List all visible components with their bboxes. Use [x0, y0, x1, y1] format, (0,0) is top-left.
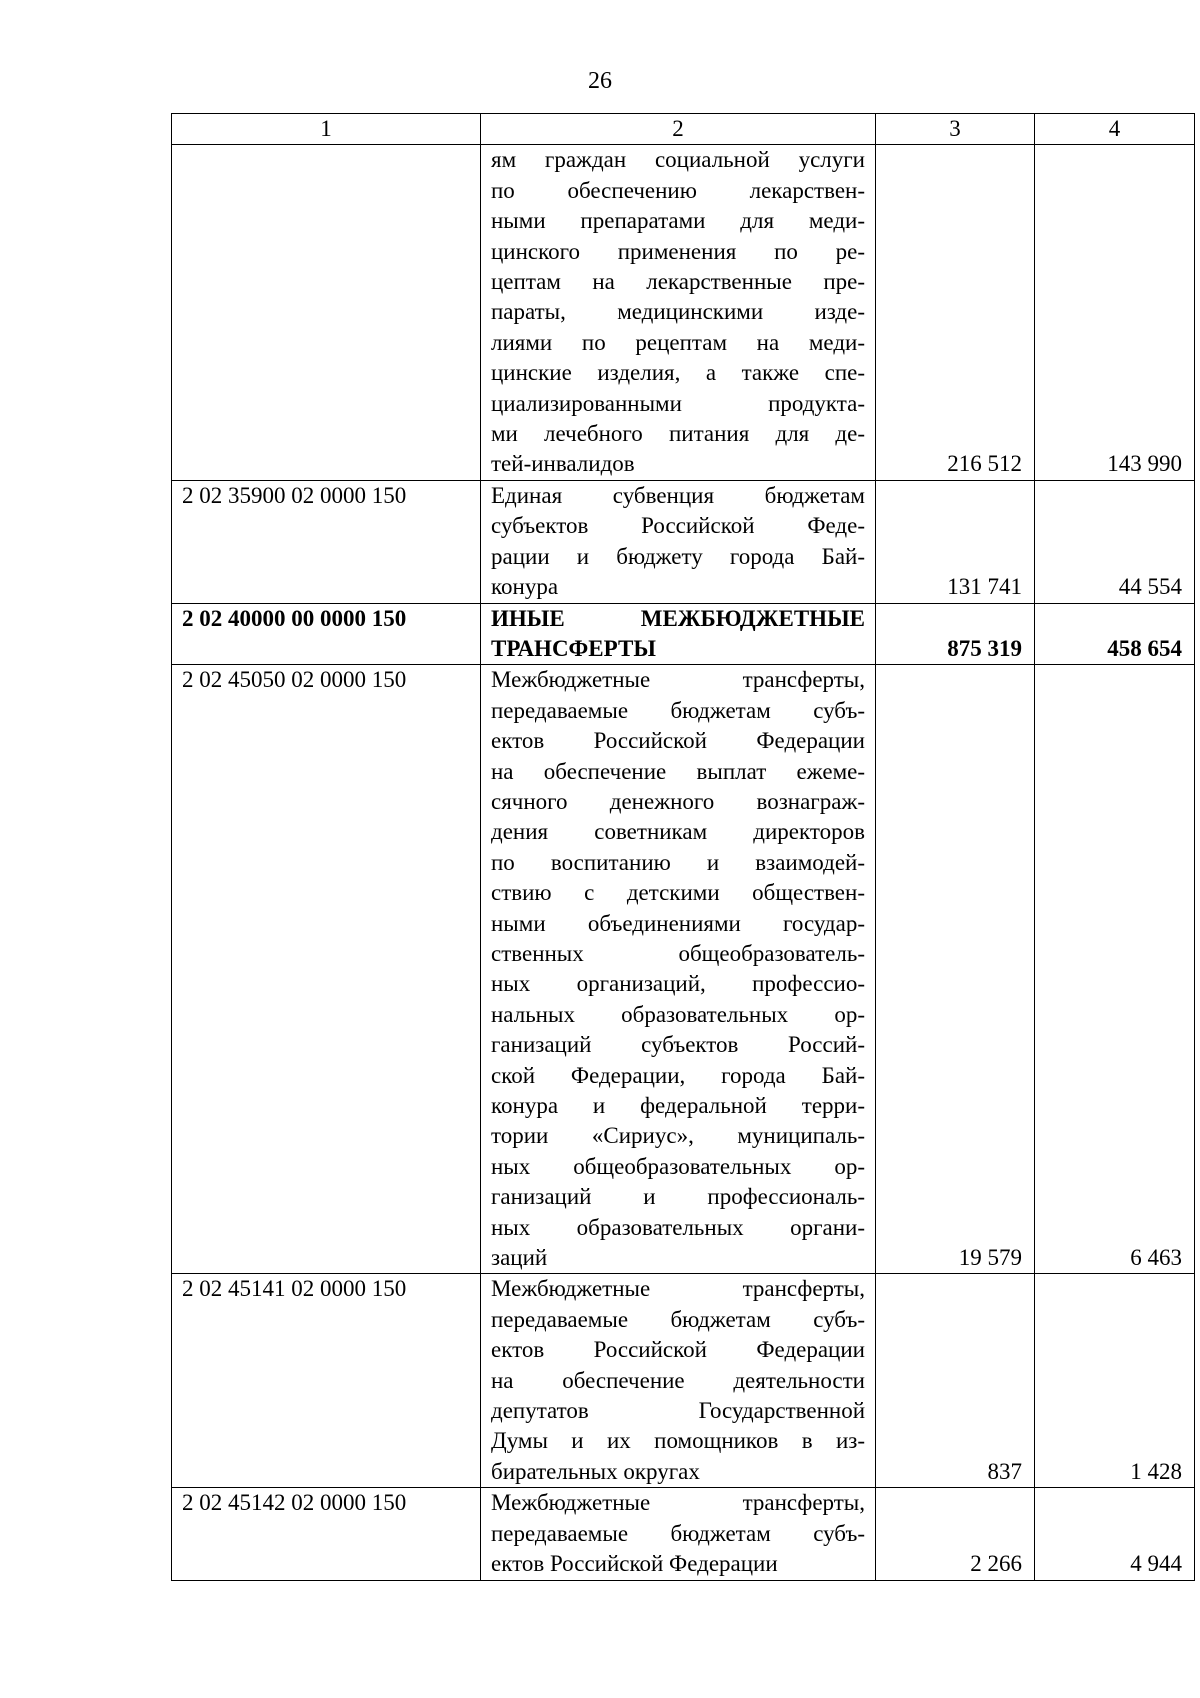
header-col-3: 3: [876, 114, 1035, 145]
amount-col-3-cell: 19 579: [876, 665, 1035, 1274]
description-line: ных образовательных органи-: [491, 1214, 865, 1240]
description-line: ТРАНСФЕРТЫ: [491, 635, 656, 661]
description-line: передаваемые бюджетам субъ-: [491, 697, 865, 723]
table-header-row: [172, 114, 1195, 145]
table-row: [172, 480, 1195, 603]
description-line: конура: [491, 574, 559, 600]
description-line: заций: [491, 1245, 548, 1271]
description-line: ектов Российской Федерации: [491, 1337, 865, 1363]
description-cell: [481, 145, 876, 480]
description-line: ИНЫЕ МЕЖБЮДЖЕТНЫЕ: [491, 605, 865, 631]
table-row: [172, 145, 1195, 480]
description-line: цинские изделия, а также спе-: [491, 360, 865, 386]
description-line: ганизаций субъектов Россий-: [491, 1032, 865, 1058]
description-line: Думы и их помощников в из-: [491, 1428, 865, 1454]
description-line: на обеспечение деятельности: [491, 1367, 865, 1393]
description-cell: [481, 665, 876, 1274]
amount-col-4-cell: 1 428: [1035, 1274, 1195, 1488]
description-line: дения советникам директоров: [491, 819, 865, 845]
amount-col-3-cell: 837: [876, 1274, 1035, 1488]
description-cell: [481, 603, 876, 665]
description-line: лиями по рецептам на меди-: [491, 329, 865, 355]
description-line: ными объединениями государ-: [491, 910, 865, 936]
table-row: [172, 665, 1195, 1274]
amount-col-4-cell: 4 944: [1035, 1488, 1195, 1580]
description-line: параты, медицинскими изде-: [491, 299, 865, 325]
description-line: ных организаций, профессио-: [491, 971, 865, 997]
description-line: ственных общеобразователь-: [491, 940, 865, 966]
description-line: рации и бюджету города Бай-: [491, 543, 865, 569]
description-cell: [481, 480, 876, 603]
page-number: 26: [588, 68, 612, 94]
description-line: тории «Сириус», муниципаль-: [491, 1123, 865, 1149]
budget-table: [171, 113, 1195, 1581]
amount-col-3-cell: 2 266: [876, 1488, 1035, 1580]
table-row: [172, 1488, 1195, 1580]
description-line: субъектов Российской Феде-: [491, 513, 865, 539]
description-line: бирательных округах: [491, 1458, 700, 1484]
table-row: [172, 603, 1195, 665]
description-line: цептам на лекарственные пре-: [491, 269, 865, 295]
amount-col-4-cell: 44 554: [1035, 480, 1195, 603]
description-line: ской Федерации, города Бай-: [491, 1062, 865, 1088]
description-line: Единая субвенция бюджетам: [491, 482, 865, 508]
description-line: Межбюджетные трансферты,: [491, 1490, 865, 1516]
description-line: ных общеобразовательных ор-: [491, 1153, 865, 1179]
budget-code-cell: [172, 145, 481, 480]
description-line: Межбюджетные трансферты,: [491, 667, 865, 693]
description-line: ными препаратами для меди-: [491, 208, 865, 234]
budget-code-cell: 2 02 35900 02 0000 150: [172, 480, 481, 603]
description-line: депутатов Государственной: [491, 1398, 865, 1424]
header-col-1: 1: [172, 114, 481, 145]
budget-code-cell: 2 02 45050 02 0000 150: [172, 665, 481, 1274]
budget-code-cell: 2 02 45141 02 0000 150: [172, 1274, 481, 1488]
header-col-2: 2: [481, 114, 876, 145]
description-line: сячного денежного вознаграж-: [491, 788, 865, 814]
description-line: ствию с детскими обществен-: [491, 880, 865, 906]
description-line: тей-инвалидов: [491, 451, 635, 477]
description-line: ектов Российской Федерации: [491, 728, 865, 754]
budget-code-cell: 2 02 45142 02 0000 150: [172, 1488, 481, 1580]
description-line: цинского применения по ре-: [491, 238, 865, 264]
description-line: Межбюджетные трансферты,: [491, 1276, 865, 1302]
description-line: передаваемые бюджетам субъ-: [491, 1306, 865, 1332]
description-line: циализированными продукта-: [491, 390, 865, 416]
header-col-4: 4: [1035, 114, 1195, 145]
description-line: на обеспечение выплат ежеме-: [491, 758, 865, 784]
description-line: передаваемые бюджетам субъ-: [491, 1520, 865, 1546]
budget-code-cell: 2 02 40000 00 0000 150: [172, 603, 481, 665]
table-row: [172, 1274, 1195, 1488]
description-line: по обеспечению лекарствен-: [491, 177, 865, 203]
amount-col-4-cell: 458 654: [1035, 603, 1195, 665]
description-line: нальных образовательных ор-: [491, 1001, 865, 1027]
description-line: ям граждан социальной услуги: [491, 147, 865, 173]
amount-col-4-cell: 6 463: [1035, 665, 1195, 1274]
description-line: по воспитанию и взаимодей-: [491, 849, 865, 875]
description-line: ектов Российской Федерации: [491, 1551, 778, 1577]
description-cell: [481, 1488, 876, 1580]
amount-col-4-cell: 143 990: [1035, 145, 1195, 480]
description-line: ми лечебного питания для де-: [491, 421, 865, 447]
amount-col-3-cell: 216 512: [876, 145, 1035, 480]
amount-col-3-cell: 875 319: [876, 603, 1035, 665]
amount-col-3-cell: 131 741: [876, 480, 1035, 603]
description-cell: [481, 1274, 876, 1488]
description-line: конура и федеральной терри-: [491, 1093, 865, 1118]
description-line: ганизаций и профессиональ-: [491, 1184, 865, 1210]
